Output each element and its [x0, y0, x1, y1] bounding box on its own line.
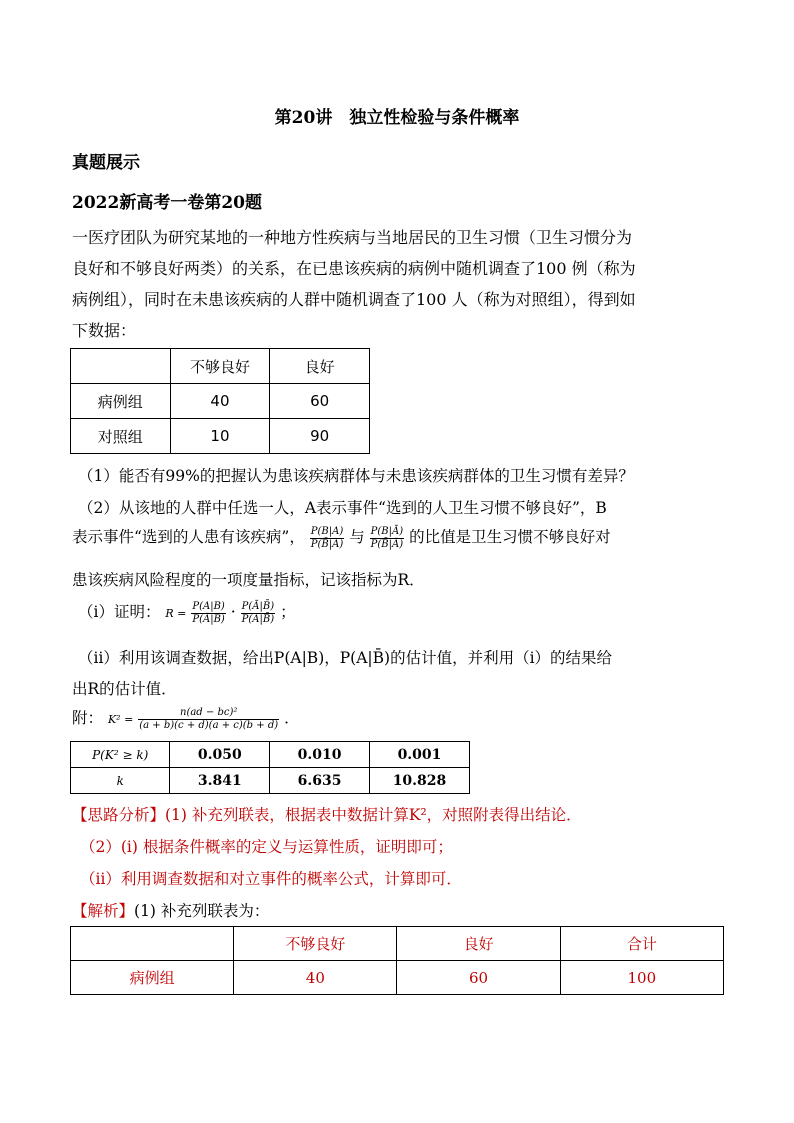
q2-text: 的比值是卫生习惯不够良好对 — [409, 528, 611, 546]
intro-line: 良好和不够良好两类）的关系，在已患该疾病的病例中随机调查了100 例（称为 — [72, 259, 636, 278]
denominator: P(A|B̄) — [241, 613, 275, 625]
table-cell: 60 — [270, 384, 370, 419]
table-cell: P(K² ≥ k) — [71, 742, 170, 768]
table-cell: 100 — [560, 961, 723, 995]
analysis-line-2: （2）(i) 根据条件概率的定义与运算性质，证明即可； — [80, 838, 453, 856]
numerator: P(B|A) — [310, 525, 344, 537]
table-cell: 6.635 — [270, 768, 370, 794]
table-cell — [71, 349, 171, 384]
punctuation: ． — [284, 709, 300, 727]
analysis-line-1: 【思路分析】(1) 补充列联表，根据表中数据计算K²，对照附表得出结论． — [72, 806, 582, 824]
denominator: (a + b)(c + d)(a + c)(b + d) — [139, 719, 279, 731]
appendix-formula — [72, 706, 300, 732]
table-cell: 10.828 — [369, 768, 469, 794]
question-ii-line2: 出R的估计值． — [72, 680, 177, 698]
q2-connector: 与 — [349, 528, 365, 546]
analysis-line-3: （ⅱ）利用调查数据和对立事件的概率公式，计算即可． — [80, 870, 462, 888]
question-ii-line1: （ⅱ）利用该调查数据，给出P(A|B)，P(A|B̄)的估计值，并利用（ⅰ）的结果给 — [78, 649, 613, 667]
denominator: P(Ā|B) — [192, 613, 225, 625]
q2-text: 表示事件“选到的人患有该疾病”， — [72, 528, 305, 546]
denominator: P(B̄|Ā) — [370, 538, 404, 550]
table-row — [71, 742, 470, 768]
numerator: P(Ā|B̄) — [241, 600, 275, 612]
intro-line: 一医疗团队为研究某地的一种地方性疾病与当地居民的卫生习惯（卫生习惯分为 — [72, 228, 633, 247]
question-i — [78, 600, 296, 626]
table-cell: 10 — [170, 419, 270, 454]
data-table — [70, 348, 370, 454]
table-cell: 40 — [234, 961, 397, 995]
table-header-row — [71, 927, 724, 961]
table-cell: 良好 — [397, 927, 560, 961]
dot-operator: · — [230, 603, 236, 621]
table-cell: 40 — [170, 384, 270, 419]
table-row — [71, 961, 724, 995]
table-cell: k — [71, 768, 170, 794]
critical-value-table — [70, 741, 470, 794]
question-1: （1）能否有99%的把握认为患该疾病群体与未患该疾病群体的卫生习惯有差异？ — [78, 467, 634, 485]
table-cell: 3.841 — [170, 768, 270, 794]
table-cell: 病例组 — [71, 384, 171, 419]
table-row — [71, 419, 370, 454]
fraction — [310, 526, 344, 551]
question-2-line1: （2）从该地的人群中任选一人，A表示事件“选到的人卫生习惯不够良好”，B — [78, 499, 607, 517]
table-cell — [71, 927, 234, 961]
contingency-table — [70, 926, 724, 995]
table-cell: 合计 — [560, 927, 723, 961]
intro-line: 下数据： — [72, 321, 137, 340]
table-cell: 良好 — [270, 349, 370, 384]
problem-header: 2022新高考一卷第20题 — [72, 193, 262, 213]
solution-text: (1) 补充列联表为： — [134, 902, 270, 920]
qi-label: （ⅰ）证明： — [78, 603, 161, 621]
table-cell: 病例组 — [71, 961, 234, 995]
table-row — [71, 768, 470, 794]
intro-line: 病例组），同时在未患该疾病的人群中随机调查了100 人（称为对照组），得到如 — [72, 290, 636, 309]
table-cell: 对照组 — [71, 419, 171, 454]
table-header-row — [71, 349, 370, 384]
punctuation: ； — [280, 603, 296, 621]
question-2-line2 — [72, 525, 611, 551]
numerator: P(B|Ā) — [370, 525, 404, 537]
fraction — [241, 601, 275, 626]
table-cell: 不够良好 — [234, 927, 397, 961]
section-heading: 真题展示 — [72, 153, 140, 173]
numerator: n(ad − bc)² — [138, 707, 279, 720]
table-cell: 0.010 — [270, 742, 370, 768]
formula-lhs: K² = — [107, 713, 134, 726]
appendix-label: 附： — [72, 709, 104, 727]
intro-paragraph — [72, 222, 724, 346]
formula-lhs: R = — [165, 607, 187, 620]
fraction — [138, 707, 279, 732]
table-row — [71, 384, 370, 419]
solution-label: 【解析】 — [72, 902, 135, 920]
numerator: P(A|B) — [192, 600, 225, 612]
table-cell: 0.050 — [170, 742, 270, 768]
fraction — [191, 601, 225, 626]
page-title: 第20讲 独立性检验与条件概率 — [274, 108, 520, 128]
table-cell: 60 — [397, 961, 560, 995]
denominator: P(B̄|A) — [310, 538, 344, 550]
table-cell: 90 — [270, 419, 370, 454]
question-2-line3: 患该疾病风险程度的一项度量指标，记该指标为R． — [72, 571, 425, 589]
table-cell: 不够良好 — [170, 349, 270, 384]
fraction — [370, 526, 404, 551]
solution-line — [72, 899, 269, 921]
table-cell: 0.001 — [369, 742, 469, 768]
